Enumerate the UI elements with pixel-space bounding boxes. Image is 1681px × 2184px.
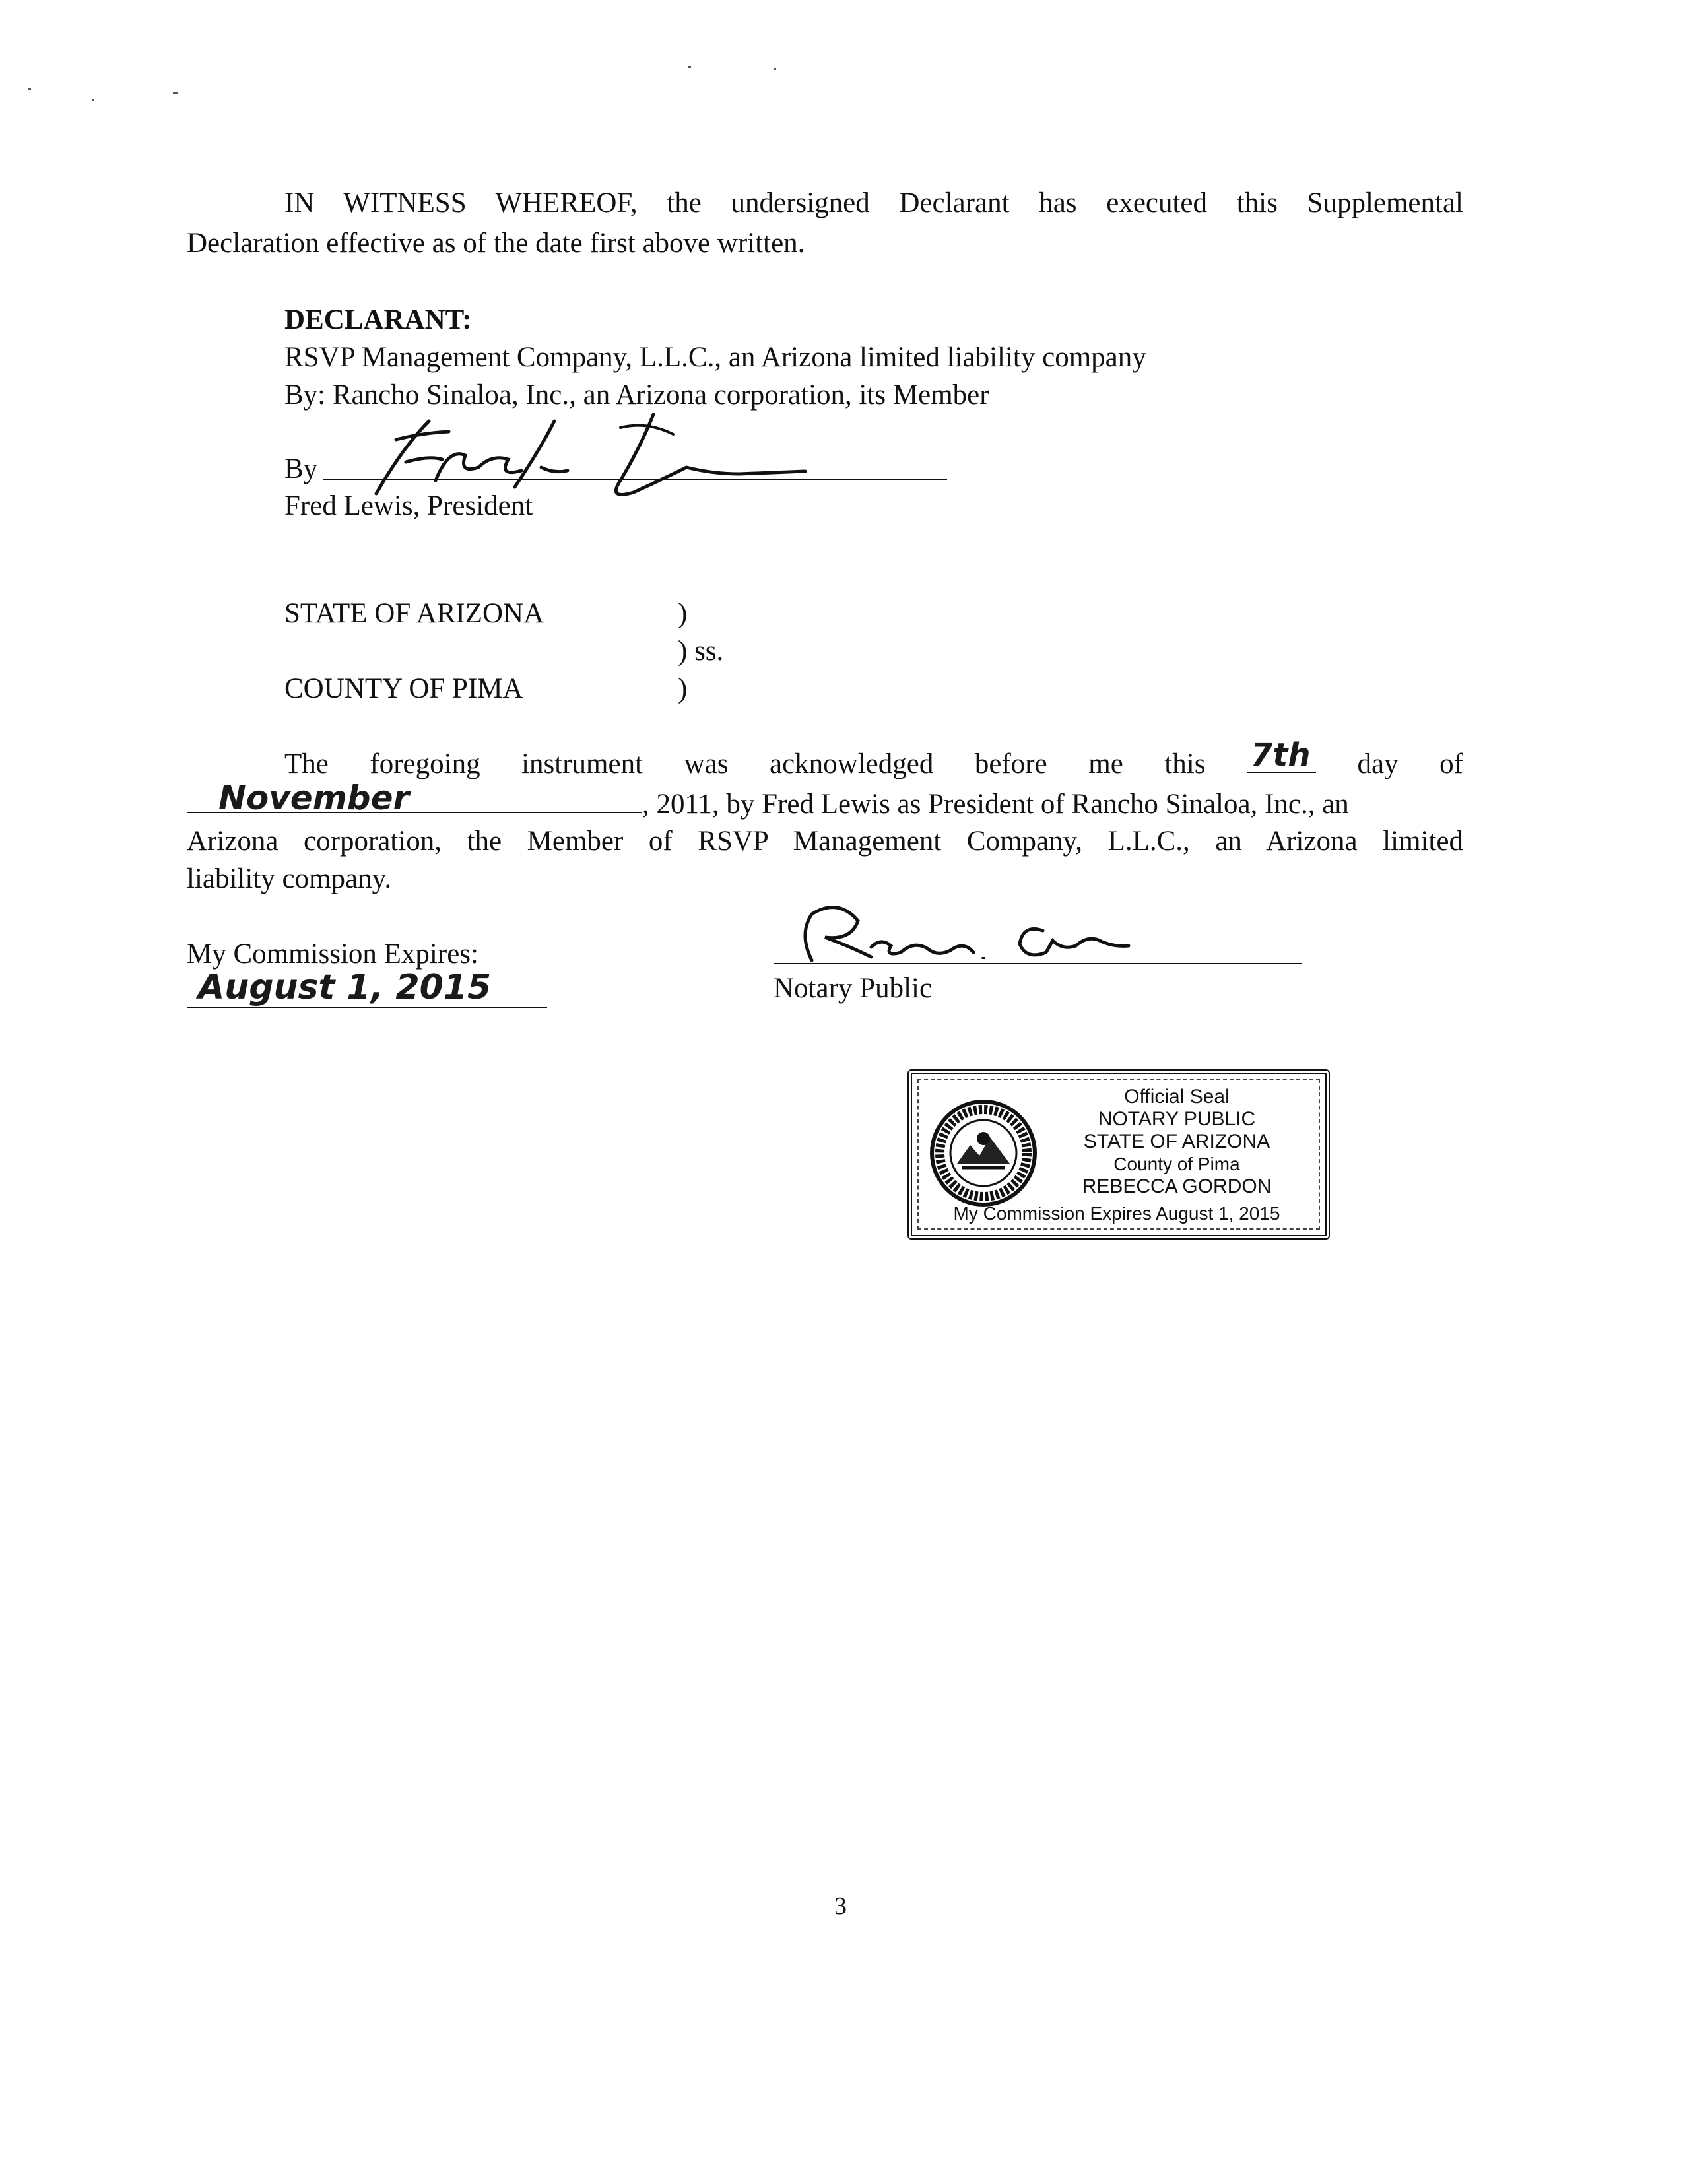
scan-speck — [173, 92, 178, 94]
witness-line-1: IN WITNESS WHEREOF, the undersigned Declarant has executed this Supplemental — [284, 187, 1463, 218]
venue-paren-top: ) — [678, 598, 688, 629]
commission-label: My Commission Expires: — [187, 939, 478, 970]
seal-line-state: STATE OF ARIZONA — [1083, 1131, 1270, 1152]
declarant-by-member: By: Rancho Sinaloa, Inc., an Arizona corporation, its Member — [284, 380, 989, 411]
witness-line-2: Declaration effective as of the date first above written. — [187, 228, 805, 259]
scan-speck — [28, 88, 31, 90]
ack-line-2-text: , 2011, by Fred Lewis as President of Rancho Sinaloa, Inc., an — [642, 789, 1349, 820]
scan-speck — [774, 68, 776, 70]
arizona-state-seal-icon — [929, 1099, 1038, 1207]
ack-day-handwritten: 7th — [1251, 737, 1311, 774]
ack-day-suffix: day of — [1357, 748, 1463, 779]
venue-paren-bottom: ) — [678, 673, 688, 704]
ack-line-2 — [187, 779, 1463, 824]
scan-speck — [92, 99, 94, 101]
ack-line-1-text: The foregoing instrument was acknowledged before me this — [284, 748, 1206, 779]
ack-line-3: Arizona corporation, the Member of RSVP Management Company, L.L.C., an Arizona limited — [187, 826, 1463, 857]
notary-signature — [772, 894, 1142, 974]
venue-state: STATE OF ARIZONA — [284, 598, 544, 629]
seal-line-notary: NOTARY PUBLIC — [1098, 1108, 1256, 1130]
declarant-heading: DECLARANT: — [284, 304, 472, 335]
official-seal-stamp — [907, 1069, 1330, 1240]
ack-month-handwritten: November — [218, 779, 410, 817]
seal-line-name: REBECCA GORDON — [1082, 1175, 1272, 1197]
scan-speck — [688, 66, 691, 68]
by-label: By — [284, 453, 318, 484]
commission-date-handwritten: August 1, 2015 — [198, 968, 492, 1007]
seal-line-county: County of Pima — [1113, 1154, 1240, 1174]
seal-text — [1041, 1086, 1312, 1198]
venue-county: COUNTY OF PIMA — [284, 673, 523, 704]
declarant-company: RSVP Management Company, L.L.C., an Arizona limited liability company — [284, 342, 1146, 373]
signer-name: Fred Lewis, President — [284, 490, 533, 521]
ack-month-blank — [187, 779, 642, 817]
venue-ss: ) ss. — [678, 636, 724, 667]
ack-day-blank — [1247, 737, 1316, 774]
seal-line-official: Official Seal — [1124, 1086, 1230, 1108]
page-number: 3 — [834, 1892, 847, 1920]
seal-line-expires: My Commission Expires August 1, 2015 — [953, 1203, 1280, 1224]
ack-line-4: liability company. — [187, 863, 392, 894]
notary-label: Notary Public — [774, 973, 933, 1004]
ack-line-1 — [284, 737, 1463, 784]
